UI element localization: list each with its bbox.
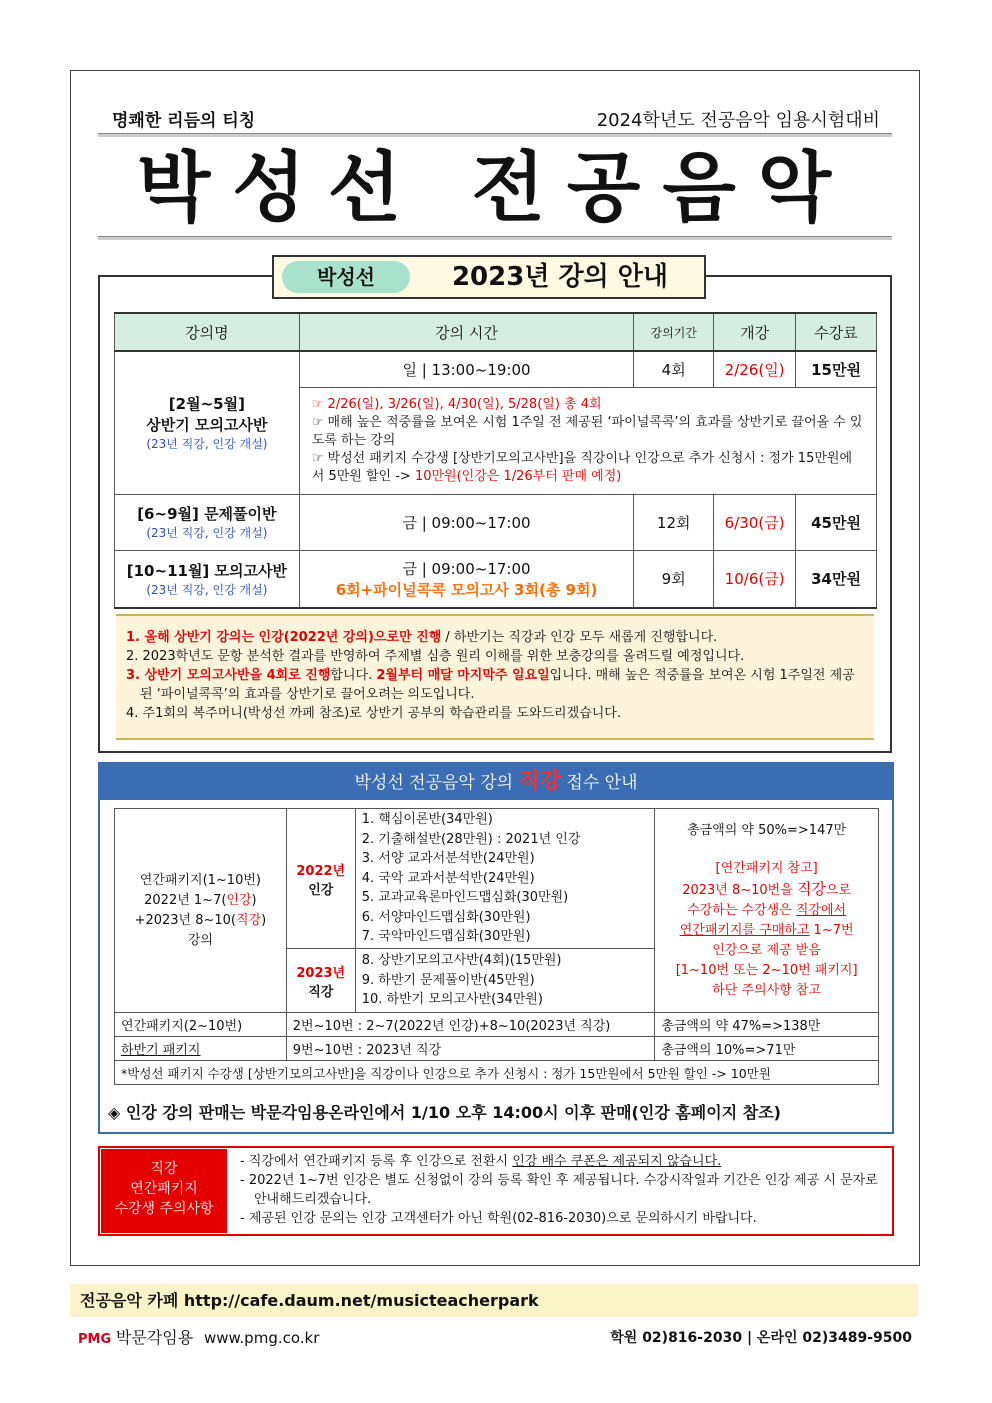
notice-item: 3. 상반기 모의고사반을 4회로 진행합니다. 2월부터 매달 마지막주 일요일입니다. 매해 높은 적중률을 보여온 시험 1주일전 제공된 ‘파이널콕콕’의 효과를 상반기로 끌어오려는 의도입니다. (126, 668, 855, 702)
lecture-name-cell: [10~11월] 모의고사반 (23년 직강, 인강 개설) (115, 550, 300, 608)
package-price: 총금액의 10%=>71만 (655, 1037, 879, 1061)
table-row (115, 550, 877, 608)
col-header: 수강료 (796, 313, 877, 351)
warning-item: - 제공된 인강 문의는 인강 고객센터가 아닌 학원(02-816-2030)으로 문의하시기 바랍니다. (240, 1211, 757, 1226)
lecture-period: 12회 (634, 494, 714, 550)
package-label: 하반기 패키지 (115, 1037, 287, 1061)
lecture-detail: ☞ 2/26(일), 3/26(일), 4/30(일), 5/28(일) 총 4회 ☞ 매해 높은 적중률을 보여온 시험 1주일 전 제공된 ‘파이널콕콕’의 효과를 상반기로 끌어올 수 있도록 하는 강의 ☞ 박성선 패키지 수강생 [상반기모의고사반]을 직강이나 인강으로 추가 신청시 : 정가 15만원에서 5만원 할인 -> 10만원(인강은 1/26부터 판매 예정) (299, 387, 876, 494)
warning-item: - 2022년 1~7번 인강은 별도 신청없이 강의 등록 확인 후 제공됩니다. 수강시작일과 기간은 인강 제공 시 문자로 안내해드리겠습니다. (240, 1173, 878, 1207)
annual-package-label: 연간패키지(1~10번) 2022년 1~7(인강) +2023년 8~10(직강) 강의 (115, 809, 287, 1013)
package-table (114, 808, 879, 1085)
lecture-name-cell: [6~9월] 문제풀이반 (23년 직강, 인강 개설) (115, 494, 300, 550)
section-title: 2023년 강의 안내 (451, 262, 669, 292)
warning-text (240, 1152, 880, 1228)
package-footnote: *박성선 패키지 수강생 [상반기모의고사반]을 직강이나 인강으로 추가 신청시 : 정가 15만원에서 5만원 할인 -> 10만원 (115, 1061, 879, 1085)
online-sale-note: ◈ 인강 강의 판매는 박문각임용온라인에서 1/10 오후 14:00시 이후 판매(인강 홈페이지 참조) (108, 1103, 781, 1122)
contact-info: 학원 02)816-2030 | 온라인 02)3489-9500 (610, 1330, 912, 1346)
table-row (115, 1037, 879, 1061)
lecture-time: 금 | 09:00~17:00 (299, 494, 634, 550)
notice-item: 2. 2023학년도 문항 분석한 결과를 반영하여 주제별 심층 원리 이해를 위한 보충강의를 올려드릴 예정입니다. (126, 649, 745, 664)
price-reference: 총금액의 약 50%=>147만 [연간패키지 참고] 2023년 8~10번을 직강으로 수강하는 수강생은 직강에서 연간패키지를 구매하고 1~7번 인강으로 제공 받음 [1~10번 또는 2~10번 패키지] 하단 주의사항 참고 (655, 809, 879, 1013)
site-link[interactable]: www.pmg.co.kr (203, 1329, 320, 1347)
package-label: 연간패키지(2~10번) (115, 1013, 287, 1037)
lecture-period: 4회 (634, 351, 714, 387)
warning-item: - 직강에서 연간패키지 등록 후 인강으로 전환시 인강 배수 쿠폰은 제공되지 않습니다. (240, 1154, 722, 1169)
lecture-fee: 45만원 (796, 494, 877, 550)
brand-name: 박문각임용 (115, 1328, 194, 1347)
table-row (115, 351, 877, 387)
page-title: 박성선 전공음악 (136, 143, 854, 232)
package-desc: 9번~10번 : 2023년 직강 (286, 1037, 654, 1061)
slogan: 명쾌한 리듬의 티칭 (112, 111, 256, 131)
notice-list (116, 614, 874, 740)
year-2022-cell: 2022년 인강 (286, 809, 355, 949)
table-header-row (115, 313, 877, 351)
lecture-fee: 15만원 (796, 351, 877, 387)
table-row (115, 809, 879, 949)
exam-subtitle: 2024학년도 전공음악 임용시험대비 (596, 110, 880, 131)
col-header: 강의기간 (634, 313, 714, 351)
package-desc: 2번~10번 : 2~7(2022년 인강)+8~10(2023년 직강) (286, 1013, 654, 1037)
warning-label: 직강 연간패키지 수강생 주의사항 (101, 1149, 227, 1233)
year-2023-cell: 2023년 직강 (286, 949, 355, 1013)
footer (78, 1324, 912, 1352)
lecture-period: 9회 (634, 550, 714, 608)
lecture-start: 10/6(금) (714, 550, 796, 608)
instructor-pill: 박성선 (282, 261, 410, 293)
list-2023: 8. 상반기모의고사반(4회)(15만원) 9. 하반기 문제풀이반(45만원) 10. 하반기 모의고사반(34만원) (355, 949, 655, 1013)
col-header: 개강 (714, 313, 796, 351)
table-row (115, 1061, 879, 1085)
col-header: 강의명 (115, 313, 300, 351)
table-row (115, 494, 877, 550)
list-2022: 1. 핵심이론반(34만원) 2. 기출해설반(28만원) : 2021년 인강 3. 서양 교과서분석반(24만원) 4. 국악 교과서분석반(24만원) 5. 교과교육론마인드맵심화(30만원) 6. 서양마인드맵심화(30만원) 7. 국악마인드맵심화(30만원) (355, 809, 655, 949)
lecture-name-cell: [2월~5월] 상반기 모의고사반 (23년 직강, 인강 개설) (115, 351, 300, 494)
divider-top (98, 133, 892, 137)
lecture-start: 6/30(금) (714, 494, 796, 550)
lecture-fee: 34만원 (796, 550, 877, 608)
notice-item: 4. 주1회의 복주머니(박성선 까페 참조)로 상반기 공부의 학습관리를 도와드리겠습니다. (126, 706, 621, 721)
lecture-time: 일 | 13:00~19:00 (299, 351, 634, 387)
notice-item: 1. 올해 상반기 강의는 인강(2022년 강의)으로만 진행 / 하반기는 직강과 인강 모두 새롭게 진행합니다. (126, 630, 718, 645)
package-price: 총금액의 약 47%=>138만 (655, 1013, 879, 1037)
lecture-time: 금 | 09:00~17:00 6회+파이널콕콕 모의고사 3회(총 9회) (299, 550, 634, 608)
col-header: 강의 시간 (299, 313, 634, 351)
divider-bottom (98, 236, 892, 240)
lecture-table (114, 312, 877, 609)
enroll-bar: 박성선 전공음악 강의 직강 접수 안내 (100, 764, 892, 800)
cafe-link[interactable]: 전공음악 카페 http://cafe.daum.net/musicteacherpark (70, 1284, 918, 1317)
pmg-logo-icon: PMG (78, 1332, 112, 1347)
lecture-start: 2/26(일) (714, 351, 796, 387)
table-row (115, 1013, 879, 1037)
